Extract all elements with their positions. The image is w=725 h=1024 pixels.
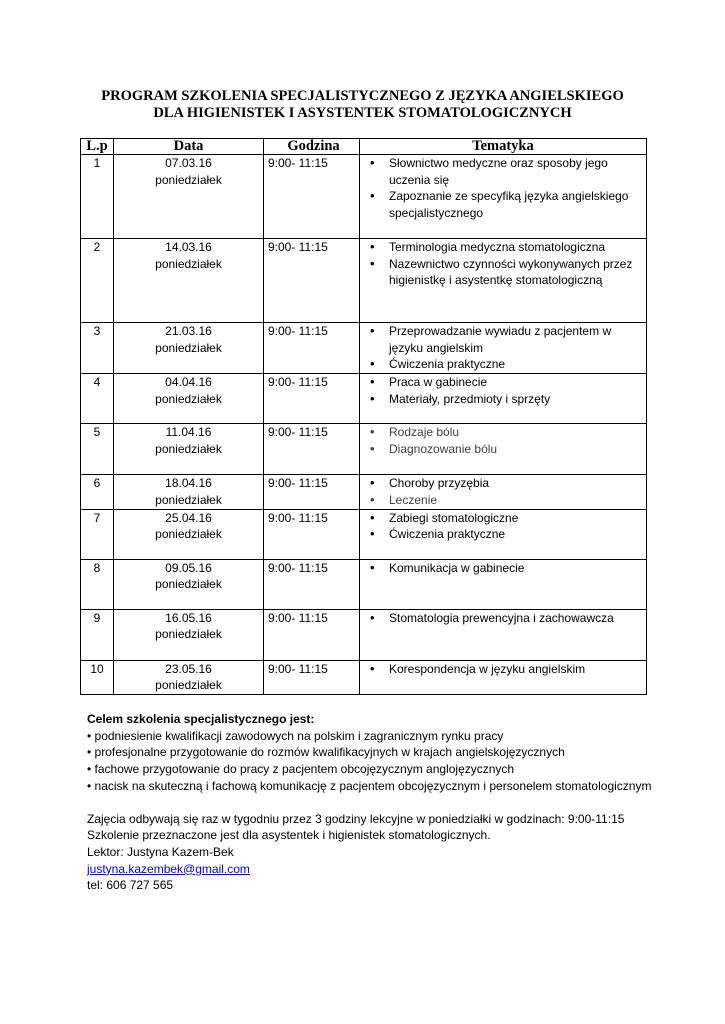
row-date: 04.04.16	[165, 375, 212, 390]
topic-item: • Zapoznanie ze specyfiką języka angielskiego specjalistycznego	[360, 188, 642, 221]
topic-item: • Diagnozowanie bólu	[360, 441, 642, 458]
column-header-date: Data	[114, 139, 264, 155]
row-date-cell	[114, 509, 264, 559]
topic-item: • Nazewnictwo czynności wykonywanych przez higienistkę i asystentkę stomatologiczną	[360, 256, 642, 289]
goal-item: • nacisk na skuteczną i fachową komunikację z pacjentem obcojęzycznym i personelem stomatologicznym	[87, 778, 652, 793]
row-topics-cell	[360, 559, 647, 609]
lecturer-phone: tel: 606 727 565	[87, 878, 174, 893]
topic-list	[360, 475, 646, 508]
notes-section	[87, 711, 687, 894]
row-date-cell	[114, 424, 264, 475]
row-hour: 9:00- 11:15	[264, 374, 360, 424]
column-header-hour: Godzina	[264, 139, 360, 155]
topic-list	[360, 155, 646, 222]
table-row	[81, 559, 647, 609]
topic-list	[360, 239, 646, 289]
row-day: poniedziałek	[155, 391, 222, 406]
row-day: poniedziałek	[155, 172, 222, 187]
lecturer-name: Lektor: Justyna Kazem-Bek	[87, 844, 234, 859]
topic-item: • Przeprowadzanie wywiadu z pacjentem w języku angielskim	[360, 323, 642, 356]
row-topics-cell	[360, 609, 647, 660]
row-number: 3	[81, 323, 114, 374]
row-hour: 9:00- 11:15	[264, 424, 360, 475]
topic-item: • Materiały, przedmioty i sprzęty	[360, 391, 642, 408]
row-date-cell	[114, 660, 264, 694]
row-number: 7	[81, 509, 114, 559]
topic-list	[360, 323, 646, 373]
topic-list	[360, 610, 646, 627]
column-header-topic: Tematyka	[360, 139, 647, 155]
schedule-info: Zajęcia odbywają się raz w tygodniu przez 3 godziny lekcyjne w poniedziałki w godzinach: 9:00-11:15	[87, 811, 625, 826]
topic-item: • Ćwiczenia praktyczne	[360, 526, 642, 543]
row-hour: 9:00- 11:15	[264, 475, 360, 509]
row-date: 09.05.16	[165, 560, 212, 575]
row-hour: 9:00- 11:15	[264, 323, 360, 374]
topic-list	[360, 560, 646, 577]
row-number: 6	[81, 475, 114, 509]
schedule-table	[80, 138, 647, 695]
row-date-cell	[114, 374, 264, 424]
row-hour: 9:00- 11:15	[264, 609, 360, 660]
row-topics-cell	[360, 509, 647, 559]
row-date: 07.03.16	[165, 156, 212, 170]
table-row	[81, 660, 647, 694]
row-hour: 9:00- 11:15	[264, 509, 360, 559]
row-hour: 9:00- 11:15	[264, 559, 360, 609]
row-day: poniedziałek	[155, 577, 222, 592]
goal-item: • fachowe przygotowanie do pracy z pacjentem obcojęzycznym anglojęzycznych	[87, 762, 515, 777]
row-number: 9	[81, 609, 114, 660]
audience-info: Szkolenie przeznaczone jest dla asystentek i higienistek stomatologicznych.	[87, 828, 491, 843]
row-topics-cell	[360, 475, 647, 509]
goal-item: • podniesienie kwalifikacji zawodowych na polskim i zagranicznym rynku pracy	[87, 728, 504, 743]
table-row	[81, 609, 647, 660]
row-date: 18.04.16	[165, 476, 212, 491]
row-date-cell	[114, 475, 264, 509]
topic-item: • Korespondencja w języku angielskim	[360, 661, 642, 678]
row-day: poniedziałek	[155, 492, 222, 507]
row-topics-cell	[360, 424, 647, 475]
row-day: poniedziałek	[155, 256, 222, 271]
topic-list	[360, 374, 646, 407]
row-number: 10	[81, 660, 114, 694]
row-date-cell	[114, 155, 264, 239]
table-row	[81, 424, 647, 475]
topic-item: • Praca w gabinecie	[360, 374, 642, 391]
table-row	[81, 155, 647, 239]
topic-item: • Ćwiczenia praktyczne	[360, 356, 642, 373]
row-day: poniedziałek	[155, 441, 222, 456]
document-title-line2: DLA HIGIENISTEK I ASYSTENTEK STOMATOLOGICZNYCH	[153, 105, 572, 121]
topic-list	[360, 661, 646, 678]
row-day: poniedziałek	[155, 627, 222, 642]
row-date: 21.03.16	[165, 324, 212, 338]
row-date: 25.04.16	[165, 510, 212, 525]
row-date-cell	[114, 559, 264, 609]
table-row	[81, 509, 647, 559]
row-day: poniedziałek	[155, 678, 222, 693]
row-date-cell	[114, 609, 264, 660]
table-row	[81, 323, 647, 374]
row-number: 8	[81, 559, 114, 609]
goal-item: • profesjonalne przygotowanie do rozmów kwalifikacyjnych w krajach angielskojęzycznych	[87, 745, 565, 760]
row-number: 5	[81, 424, 114, 475]
topic-item: • Leczenie	[360, 492, 642, 509]
row-date: 16.05.16	[165, 610, 212, 625]
table-row	[81, 239, 647, 323]
topic-item: • Zabiegi stomatologiczne	[360, 510, 642, 527]
row-hour: 9:00- 11:15	[264, 239, 360, 323]
row-topics-cell	[360, 374, 647, 424]
row-number: 2	[81, 239, 114, 323]
row-topics-cell	[360, 155, 647, 239]
column-header-lp: L.p	[81, 139, 114, 155]
row-hour: 9:00- 11:15	[264, 155, 360, 239]
row-date: 23.05.16	[165, 661, 212, 676]
table-header-row	[81, 139, 647, 155]
row-date-cell	[114, 239, 264, 323]
row-number: 4	[81, 374, 114, 424]
topic-item: • Terminologia medyczna stomatologiczna	[360, 239, 642, 256]
lecturer-email-link[interactable]: justyna.kazembek@gmail.com	[87, 861, 250, 876]
row-day: poniedziałek	[155, 340, 222, 355]
goals-heading: Celem szkolenia specjalistycznego jest:	[87, 712, 315, 726]
topic-list	[360, 510, 646, 543]
row-date: 11.04.16	[165, 425, 212, 440]
document-title-line1: PROGRAM SZKOLENIA SPECJALISTYCZNEGO Z JĘZYKA ANGIELSKIEGO	[101, 88, 624, 104]
topic-item: • Choroby przyzębia	[360, 475, 642, 492]
row-hour: 9:00- 11:15	[264, 660, 360, 694]
row-topics-cell	[360, 323, 647, 374]
row-day: poniedziałek	[155, 527, 222, 542]
topic-item: • Stomatologia prewencyjna i zachowawcza	[360, 610, 642, 627]
row-date-cell	[114, 323, 264, 374]
row-topics-cell	[360, 239, 647, 323]
row-number: 1	[81, 155, 114, 239]
topic-item: • Słownictwo medyczne oraz sposoby jego uczenia się	[360, 155, 642, 188]
topic-item: • Rodzaje bólu	[360, 424, 642, 441]
topic-item: • Komunikacja w gabinecie	[360, 560, 642, 577]
table-row	[81, 475, 647, 509]
row-topics-cell	[360, 660, 647, 694]
row-date: 14.03.16	[165, 240, 212, 254]
table-row	[81, 374, 647, 424]
topic-list	[360, 424, 646, 457]
